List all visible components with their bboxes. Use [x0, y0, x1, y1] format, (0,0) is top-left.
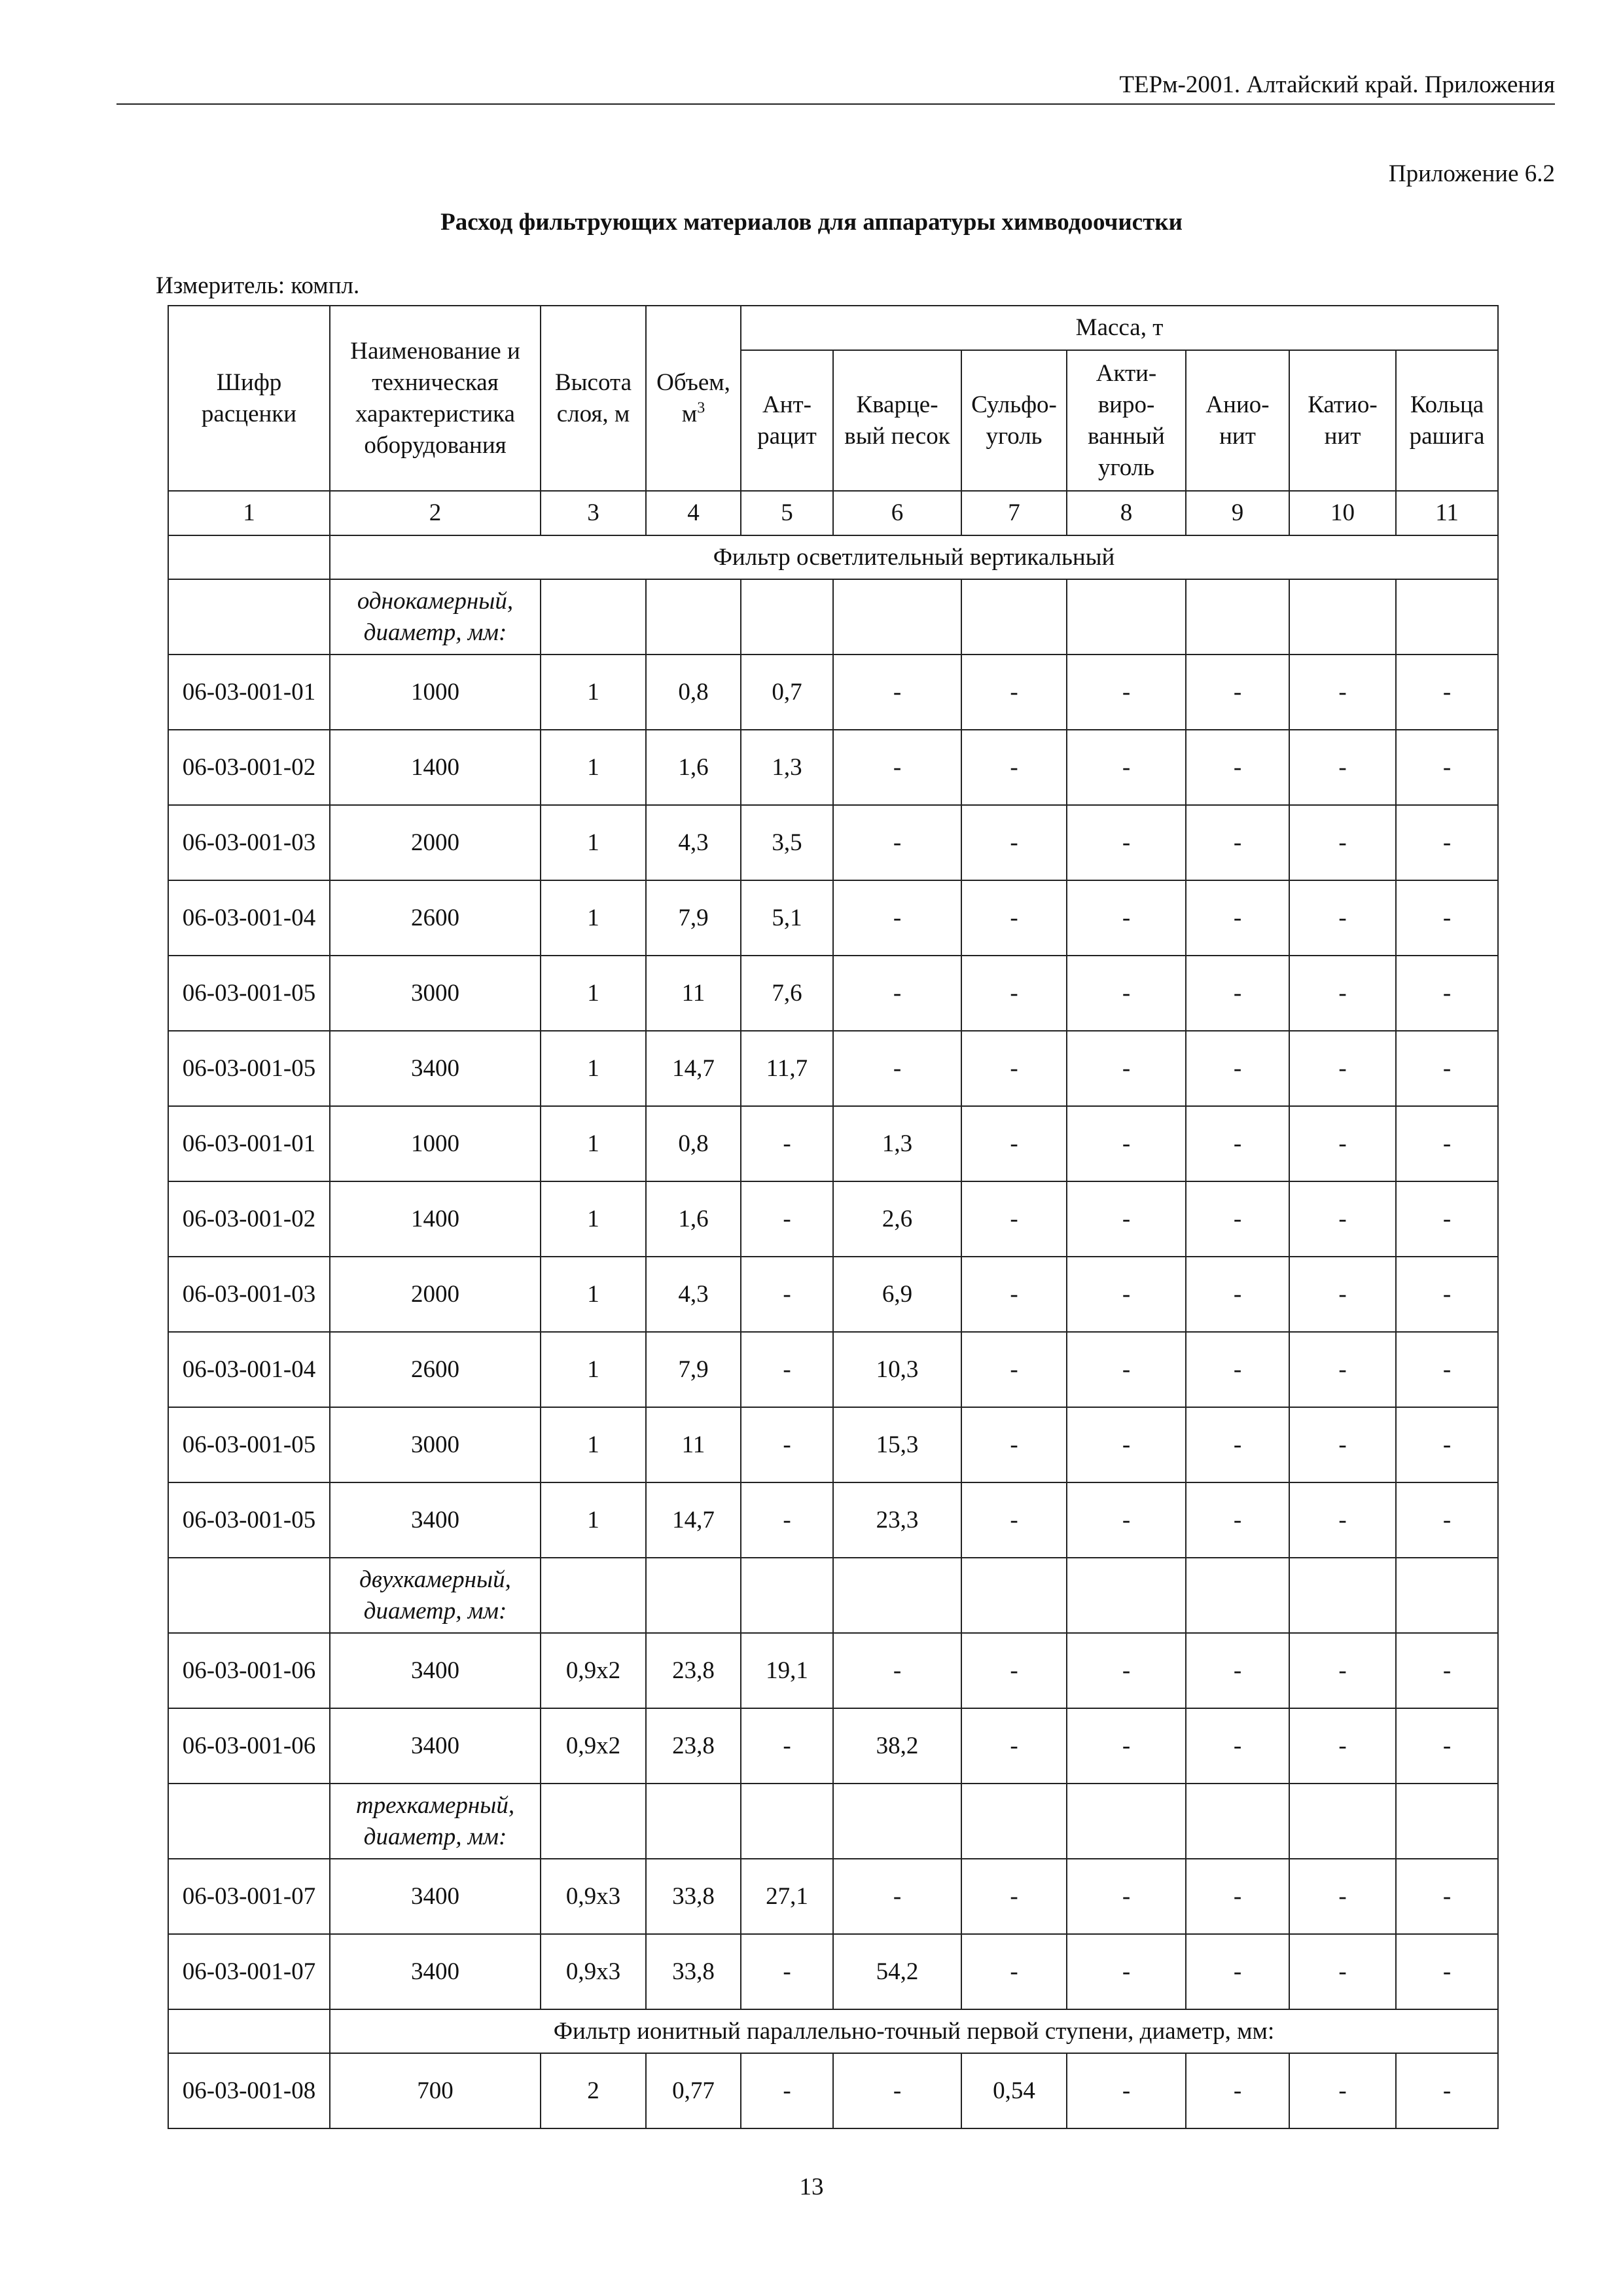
- table-row: [168, 655, 1498, 730]
- table-cell: -: [1289, 655, 1396, 730]
- column-number: 5: [741, 491, 833, 535]
- table-row: [168, 1031, 1498, 1106]
- table-cell: -: [1067, 1332, 1186, 1407]
- table-cell: 11,7: [741, 1031, 833, 1106]
- table-cell: -: [1186, 2053, 1289, 2128]
- table-cell: 2: [541, 2053, 646, 2128]
- table-cell: -: [1396, 956, 1498, 1031]
- table-cell: 1: [541, 655, 646, 730]
- table-cell: 2600: [330, 880, 541, 956]
- table-cell: -: [833, 880, 961, 956]
- table-cell: 1: [541, 805, 646, 880]
- section-label: Фильтр ионитный параллельно-точный первой ступени, диаметр, мм:: [330, 2009, 1498, 2053]
- table-cell: -: [1067, 1633, 1186, 1708]
- column-number: 4: [646, 491, 741, 535]
- table-cell: -: [1396, 2053, 1498, 2128]
- table-cell: -: [1186, 956, 1289, 1031]
- rate-code-cell: 06-03-001-05: [168, 1407, 330, 1482]
- table-cell: -: [1289, 1859, 1396, 1934]
- table-cell: -: [1186, 655, 1289, 730]
- table-cell: -: [1396, 1633, 1498, 1708]
- table-cell: -: [833, 1031, 961, 1106]
- table-cell: 1,6: [646, 730, 741, 805]
- table-cell: -: [961, 805, 1067, 880]
- table-cell: -: [961, 1633, 1067, 1708]
- table-cell: -: [1067, 1407, 1186, 1482]
- table-cell: -: [741, 1106, 833, 1181]
- table-cell: 0,77: [646, 2053, 741, 2128]
- table-cell: 54,2: [833, 1934, 961, 2009]
- section-row-vertical-filter: [168, 535, 1498, 579]
- table-cell: 0,54: [961, 2053, 1067, 2128]
- table-cell: -: [1186, 730, 1289, 805]
- rate-code-cell: 06-03-001-01: [168, 655, 330, 730]
- header-volume-text: Объем, м: [656, 368, 730, 427]
- rate-code-cell: 06-03-001-06: [168, 1633, 330, 1708]
- table-cell: -: [1289, 1332, 1396, 1407]
- table-cell: -: [1186, 880, 1289, 956]
- table-cell: -: [1067, 1934, 1186, 2009]
- column-number: 11: [1396, 491, 1498, 535]
- header-mass-anthracite: Ант-рацит: [741, 350, 833, 491]
- table-cell: -: [1289, 1106, 1396, 1181]
- table-cell: -: [833, 1633, 961, 1708]
- subheading-label: трехкамерный, диаметр, мм:: [330, 1784, 541, 1859]
- table-cell: 0,7: [741, 655, 833, 730]
- header-name: Наименование и техническая характеристика оборудования: [330, 306, 541, 491]
- table-cell: 0,8: [646, 1106, 741, 1181]
- table-row: [168, 1181, 1498, 1257]
- table-cell: -: [1289, 1708, 1396, 1784]
- table-cell: 2600: [330, 1332, 541, 1407]
- table-cell: 0,9х2: [541, 1633, 646, 1708]
- table-cell: -: [1396, 1181, 1498, 1257]
- table-cell: 14,7: [646, 1482, 741, 1558]
- table-cell: 1000: [330, 1106, 541, 1181]
- table-cell: -: [961, 1482, 1067, 1558]
- column-number: 7: [961, 491, 1067, 535]
- column-number: 8: [1067, 491, 1186, 535]
- header-layer-height: Высота слоя, м: [541, 306, 646, 491]
- table-cell: 23,8: [646, 1633, 741, 1708]
- header-mass-anionite: Анио-нит: [1186, 350, 1289, 491]
- table-cell: -: [961, 1106, 1067, 1181]
- table-cell: 2000: [330, 1257, 541, 1332]
- table-cell: -: [833, 730, 961, 805]
- table-cell: 1,6: [646, 1181, 741, 1257]
- table-cell: -: [1396, 1482, 1498, 1558]
- table-cell: -: [1067, 805, 1186, 880]
- table-cell: 7,6: [741, 956, 833, 1031]
- table-cell: 14,7: [646, 1031, 741, 1106]
- table-cell: 0,9х3: [541, 1934, 646, 2009]
- table-cell: 1: [541, 880, 646, 956]
- table-cell: -: [1067, 1181, 1186, 1257]
- table-row: [168, 1708, 1498, 1784]
- table-cell: -: [833, 655, 961, 730]
- document-title: Расход фильтрующих материалов для аппаратуры химводоочистки: [440, 209, 1183, 236]
- table-cell: -: [961, 956, 1067, 1031]
- table-cell: 11: [646, 956, 741, 1031]
- rate-code-cell: 06-03-001-01: [168, 1106, 330, 1181]
- table-cell: 3400: [330, 1859, 541, 1934]
- table-cell: -: [833, 805, 961, 880]
- header-volume-superscript: 3: [697, 399, 705, 417]
- table-cell: 700: [330, 2053, 541, 2128]
- table-row: [168, 1859, 1498, 1934]
- table-cell: 19,1: [741, 1633, 833, 1708]
- table-cell: -: [1186, 1859, 1289, 1934]
- rate-code-cell: 06-03-001-04: [168, 1332, 330, 1407]
- table-cell: -: [1396, 730, 1498, 805]
- table-cell: -: [1186, 1708, 1289, 1784]
- rate-code-cell: 06-03-001-08: [168, 2053, 330, 2128]
- header-mass-quartz-sand: Кварце-вый песок: [833, 350, 961, 491]
- filter-materials-table: [168, 305, 1499, 2129]
- table-cell: 27,1: [741, 1859, 833, 1934]
- table-cell: 3000: [330, 1407, 541, 1482]
- table-cell: -: [961, 880, 1067, 956]
- table-cell: 0,9х3: [541, 1859, 646, 1934]
- subheading-label: двухкамерный, диаметр, мм:: [330, 1558, 541, 1633]
- table-cell: -: [1396, 1332, 1498, 1407]
- table-cell: -: [741, 1407, 833, 1482]
- table-row: [168, 1332, 1498, 1407]
- table-cell: -: [1289, 1482, 1396, 1558]
- column-number: 1: [168, 491, 330, 535]
- table-cell: 2000: [330, 805, 541, 880]
- table-cell: -: [961, 1332, 1067, 1407]
- table-cell: 3,5: [741, 805, 833, 880]
- table-cell: -: [1186, 1407, 1289, 1482]
- table-cell: 3400: [330, 1633, 541, 1708]
- table-cell: -: [1289, 1407, 1396, 1482]
- table-cell: 4,3: [646, 1257, 741, 1332]
- table-cell: 7,9: [646, 1332, 741, 1407]
- table-cell: -: [1067, 655, 1186, 730]
- table-cell: -: [833, 2053, 961, 2128]
- section-row-ion-filter: [168, 2009, 1498, 2053]
- table-cell: -: [1396, 655, 1498, 730]
- header-mass-raschig-rings: Кольца рашига: [1396, 350, 1498, 491]
- table-cell: -: [741, 2053, 833, 2128]
- table-cell: -: [961, 655, 1067, 730]
- table-cell: 11: [646, 1407, 741, 1482]
- running-header: ТЕРм-2001. Алтайский край. Приложения: [116, 71, 1555, 105]
- header-volume: [646, 306, 741, 491]
- table-cell: -: [1289, 1257, 1396, 1332]
- table-cell: -: [1396, 1106, 1498, 1181]
- table-cell: -: [1396, 1407, 1498, 1482]
- table-cell: -: [1186, 1257, 1289, 1332]
- table-cell: 1: [541, 1031, 646, 1106]
- table-cell: -: [1289, 730, 1396, 805]
- table-cell: 23,8: [646, 1708, 741, 1784]
- table-cell: -: [1067, 956, 1186, 1031]
- table-cell: 7,9: [646, 880, 741, 956]
- rate-code-cell: 06-03-001-02: [168, 730, 330, 805]
- table-cell: 33,8: [646, 1859, 741, 1934]
- table-cell: -: [1186, 1482, 1289, 1558]
- table-cell: 15,3: [833, 1407, 961, 1482]
- table-cell: 1: [541, 1181, 646, 1257]
- table-row: [168, 805, 1498, 880]
- table-cell: -: [1289, 2053, 1396, 2128]
- table-row: [168, 956, 1498, 1031]
- table-row: [168, 2053, 1498, 2128]
- table-cell: -: [961, 1181, 1067, 1257]
- table-cell: -: [1186, 1633, 1289, 1708]
- table-cell: 1: [541, 1106, 646, 1181]
- table-cell: -: [1067, 730, 1186, 805]
- table-cell: -: [741, 1934, 833, 2009]
- table-cell: -: [1067, 1859, 1186, 1934]
- table-row: [168, 1257, 1498, 1332]
- table-cell: 0,8: [646, 655, 741, 730]
- table-cell: -: [1396, 1708, 1498, 1784]
- header-mass-cationite: Катио-нит: [1289, 350, 1396, 491]
- rate-code-cell: 06-03-001-07: [168, 1859, 330, 1934]
- column-number: 2: [330, 491, 541, 535]
- table-cell: -: [1289, 1633, 1396, 1708]
- page-number: 13: [799, 2174, 824, 2200]
- table-cell: 33,8: [646, 1934, 741, 2009]
- header-code: Шифр расценки: [168, 306, 330, 491]
- table-cell: -: [1186, 1031, 1289, 1106]
- table-row: [168, 730, 1498, 805]
- subheading-label: однокамерный, диаметр, мм:: [330, 579, 541, 655]
- table-cell: 1: [541, 1332, 646, 1407]
- table-row: [168, 1633, 1498, 1708]
- section-label: Фильтр осветлительный вертикальный: [330, 535, 1498, 579]
- table-cell: 1000: [330, 655, 541, 730]
- table-row: [168, 1934, 1498, 2009]
- table-cell: 1: [541, 1482, 646, 1558]
- table-cell: -: [741, 1708, 833, 1784]
- table-cell: 4,3: [646, 805, 741, 880]
- table-cell: 23,3: [833, 1482, 961, 1558]
- table-cell: -: [741, 1482, 833, 1558]
- table-cell: -: [961, 1031, 1067, 1106]
- column-numbers-row: [168, 491, 1498, 535]
- table-cell: -: [1067, 1257, 1186, 1332]
- table-cell: -: [1186, 1332, 1289, 1407]
- table-cell: 1400: [330, 730, 541, 805]
- table-cell: -: [1186, 1934, 1289, 2009]
- header-mass-sulfocoal: Сульфо-уголь: [961, 350, 1067, 491]
- table-cell: 1: [541, 730, 646, 805]
- header-mass-group: Масса, т: [741, 306, 1498, 350]
- rate-code-cell: 06-03-001-06: [168, 1708, 330, 1784]
- rate-code-cell: 06-03-001-05: [168, 1031, 330, 1106]
- table-cell: 1: [541, 1407, 646, 1482]
- subheading-row-single: [168, 579, 1498, 655]
- table-cell: 2,6: [833, 1181, 961, 1257]
- table-cell: 3000: [330, 956, 541, 1031]
- table-cell: 1400: [330, 1181, 541, 1257]
- table-cell: -: [1067, 1482, 1186, 1558]
- header-row-top: [168, 306, 1498, 350]
- table-cell: 6,9: [833, 1257, 961, 1332]
- table-cell: -: [741, 1257, 833, 1332]
- table-cell: -: [1067, 1031, 1186, 1106]
- table-cell: -: [1067, 2053, 1186, 2128]
- table-cell: -: [1186, 1181, 1289, 1257]
- subheading-row-double: [168, 1558, 1498, 1633]
- table-cell: -: [961, 730, 1067, 805]
- table-cell: 3400: [330, 1934, 541, 2009]
- table-row: [168, 1482, 1498, 1558]
- table-cell: -: [961, 1257, 1067, 1332]
- table-cell: 10,3: [833, 1332, 961, 1407]
- column-number: 6: [833, 491, 961, 535]
- table-row: [168, 1106, 1498, 1181]
- table-cell: -: [833, 956, 961, 1031]
- table-cell: 1,3: [741, 730, 833, 805]
- table-cell: -: [1289, 880, 1396, 956]
- table-cell: 3400: [330, 1482, 541, 1558]
- table-cell: -: [741, 1181, 833, 1257]
- rate-code-cell: 06-03-001-05: [168, 956, 330, 1031]
- table-cell: -: [1186, 805, 1289, 880]
- table-cell: -: [1067, 1708, 1186, 1784]
- appendix-number: Приложение 6.2: [1388, 160, 1555, 187]
- rate-code-cell: 06-03-001-07: [168, 1934, 330, 2009]
- table-row: [168, 1407, 1498, 1482]
- measurement-unit: Измеритель: компл.: [156, 272, 360, 299]
- table-cell: -: [1396, 1859, 1498, 1934]
- rate-code-cell: 06-03-001-02: [168, 1181, 330, 1257]
- column-number: 3: [541, 491, 646, 535]
- table-row: [168, 880, 1498, 956]
- table-cell: -: [1186, 1106, 1289, 1181]
- table-cell: -: [1289, 1031, 1396, 1106]
- table-cell: 1: [541, 956, 646, 1031]
- rate-code-cell: 06-03-001-04: [168, 880, 330, 956]
- table-cell: -: [833, 1859, 961, 1934]
- header-mass-activated-carbon: Акти-виро-ванный уголь: [1067, 350, 1186, 491]
- table-cell: 1,3: [833, 1106, 961, 1181]
- table-cell: -: [1067, 880, 1186, 956]
- table-cell: -: [1396, 1031, 1498, 1106]
- table-cell: -: [1396, 880, 1498, 956]
- column-number: 9: [1186, 491, 1289, 535]
- table-cell: 1: [541, 1257, 646, 1332]
- table-cell: -: [1289, 1934, 1396, 2009]
- table-cell: -: [741, 1332, 833, 1407]
- table-cell: -: [961, 1407, 1067, 1482]
- table-cell: -: [961, 1859, 1067, 1934]
- table-cell: -: [1396, 1934, 1498, 2009]
- rate-code-cell: 06-03-001-03: [168, 805, 330, 880]
- table-cell: -: [961, 1708, 1067, 1784]
- column-number: 10: [1289, 491, 1396, 535]
- table-cell: -: [1067, 1106, 1186, 1181]
- table-cell: -: [1289, 956, 1396, 1031]
- table-cell: -: [1289, 1181, 1396, 1257]
- rate-code-cell: 06-03-001-03: [168, 1257, 330, 1332]
- table-cell: -: [961, 1934, 1067, 2009]
- table-cell: -: [1289, 805, 1396, 880]
- subheading-row-triple: [168, 1784, 1498, 1859]
- rate-code-cell: 06-03-001-05: [168, 1482, 330, 1558]
- table-cell: 3400: [330, 1031, 541, 1106]
- table-cell: -: [1396, 805, 1498, 880]
- table-cell: 5,1: [741, 880, 833, 956]
- table-cell: 38,2: [833, 1708, 961, 1784]
- table-cell: -: [1396, 1257, 1498, 1332]
- table-cell: 0,9х2: [541, 1708, 646, 1784]
- table-cell: 3400: [330, 1708, 541, 1784]
